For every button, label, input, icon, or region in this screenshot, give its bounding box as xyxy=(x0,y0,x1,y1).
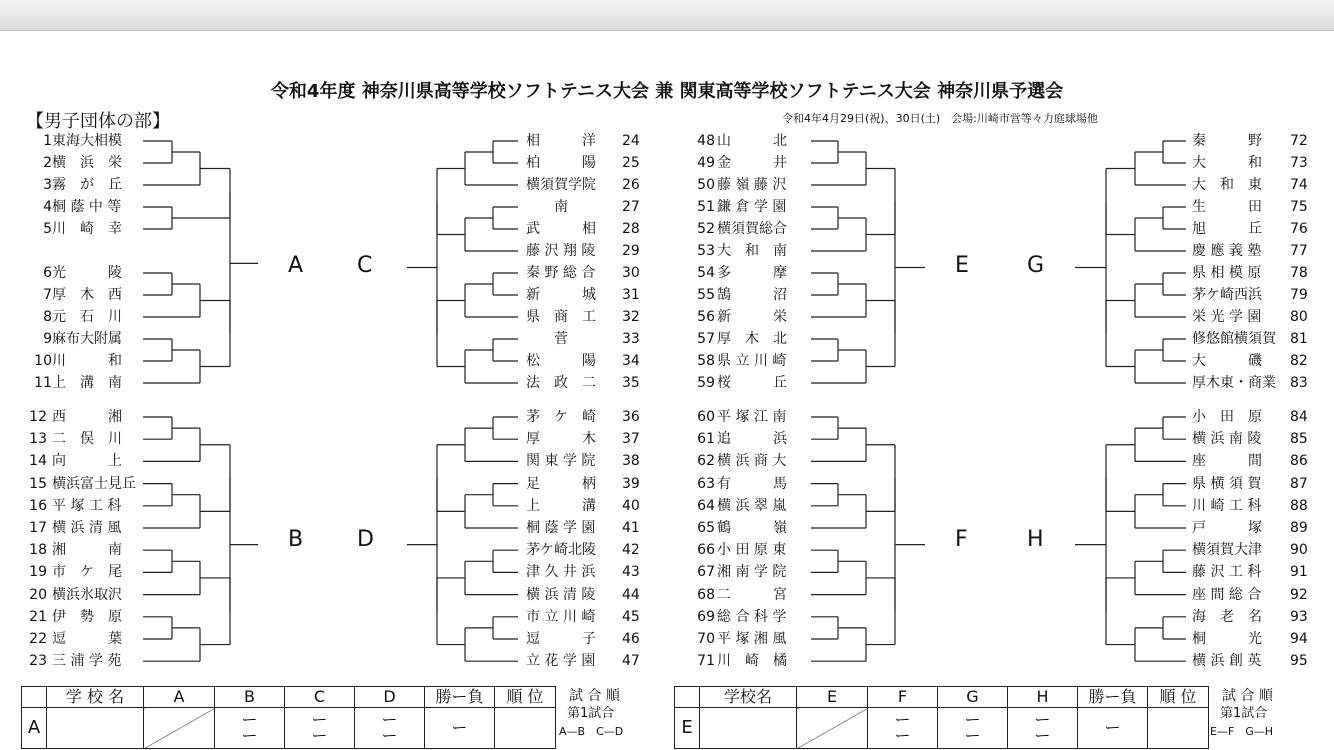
team-number: 13 xyxy=(29,431,47,448)
team-number: 4 xyxy=(43,199,52,215)
date-venue: 令和4年4月29日(祝)、30日(土) 会場:川崎市営等々力庭球場他 xyxy=(782,112,1098,125)
team-name: 新 城 xyxy=(526,287,596,303)
team-number: 11 xyxy=(34,375,52,391)
team-number: 73 xyxy=(1290,155,1308,171)
team-number: 88 xyxy=(1290,497,1308,514)
team-name: 横 浜 翠 嵐 xyxy=(717,497,787,514)
team-name: 菅 xyxy=(526,331,596,347)
team-number: 62 xyxy=(697,453,715,470)
team-name: 小 田 原 xyxy=(1192,409,1262,425)
team-name: 横 浜 清 陵 xyxy=(526,586,596,603)
team-name: 大 和 xyxy=(1192,155,1262,171)
team-name: 県 立 川 崎 xyxy=(717,353,787,369)
league-table-efgh xyxy=(674,686,1209,749)
team-name: 大 磯 xyxy=(1192,353,1262,369)
team-number: 28 xyxy=(622,221,640,237)
team-name: 麻布大附属 xyxy=(52,331,122,347)
team-number: 80 xyxy=(1290,309,1308,325)
team-name: 川 和 xyxy=(52,353,122,369)
header-rank: 順 位 xyxy=(495,687,556,708)
score-cell-h: ー ー xyxy=(1008,708,1078,749)
team-name: 厚木東・商業 xyxy=(1192,375,1276,391)
team-number: 38 xyxy=(622,453,640,470)
team-number: 61 xyxy=(697,431,715,448)
team-number: 32 xyxy=(622,309,640,325)
team-name: 鵠 沼 xyxy=(717,287,787,303)
team-name: 東海大相模 xyxy=(52,133,122,149)
team-name: 横 浜 清 風 xyxy=(52,520,122,536)
team-number: 33 xyxy=(622,331,640,347)
team-name: 横須賀学院 xyxy=(526,177,596,193)
team-name: 横 浜 商 大 xyxy=(717,453,787,470)
team-name: 武 相 xyxy=(526,221,596,237)
team-number: 18 xyxy=(29,542,47,559)
team-number: 10 xyxy=(34,353,52,369)
corner-cell xyxy=(22,687,47,708)
team-number: 68 xyxy=(697,586,715,603)
group-label-b: B xyxy=(288,527,304,552)
team-number: 65 xyxy=(697,520,715,536)
team-name: 平 塚 工 科 xyxy=(52,497,122,514)
team-name: 秦 野 総 合 xyxy=(526,265,596,281)
team-name: 有 馬 xyxy=(717,475,787,492)
team-number: 40 xyxy=(622,497,640,514)
team-name: 総 合 科 学 xyxy=(717,608,787,625)
team-number: 34 xyxy=(622,353,640,369)
header-d: D xyxy=(355,687,425,708)
team-number: 86 xyxy=(1290,453,1308,470)
match-order-pairs: E—F G—H xyxy=(1210,725,1274,738)
team-name: 松 陽 xyxy=(526,353,596,369)
team-number: 94 xyxy=(1290,631,1308,647)
team-name: 戸 塚 xyxy=(1192,520,1262,536)
team-number: 36 xyxy=(622,409,640,425)
team-name: 大 和 南 xyxy=(717,243,787,259)
team-number: 75 xyxy=(1290,199,1308,215)
header-c: C xyxy=(285,687,355,708)
team-name: 桐 蔭 中 等 xyxy=(52,199,122,215)
team-number: 47 xyxy=(622,653,640,670)
match-order-title: 試 合 順 xyxy=(569,688,620,704)
header-win-loss: 勝ー負 xyxy=(425,687,495,708)
team-number: 3 xyxy=(43,177,52,193)
team-name: 湘 南 学 院 xyxy=(717,564,787,581)
team-name: 横 浜 創 英 xyxy=(1192,653,1262,670)
team-number: 49 xyxy=(697,155,715,171)
rank-cell xyxy=(1148,708,1209,749)
team-name: 桜 丘 xyxy=(717,375,787,391)
team-number: 44 xyxy=(622,586,640,603)
team-name: 新 栄 xyxy=(717,309,787,325)
diagonal-cell xyxy=(144,708,215,749)
team-name: 座 間 総 合 xyxy=(1192,586,1262,603)
team-name: 横須賀大津 xyxy=(1192,542,1262,559)
team-number: 45 xyxy=(622,608,640,625)
team-name: 多 摩 xyxy=(717,265,787,281)
header-rank: 順 位 xyxy=(1148,687,1209,708)
team-number: 74 xyxy=(1290,177,1308,193)
team-name: 県 商 工 xyxy=(526,309,596,325)
team-number: 76 xyxy=(1290,221,1308,237)
team-number: 31 xyxy=(622,287,640,303)
team-number: 82 xyxy=(1290,353,1308,369)
team-number: 8 xyxy=(43,309,52,325)
team-number: 78 xyxy=(1290,265,1308,281)
match-order-round: 第1試合 xyxy=(567,706,615,721)
team-name: 鶴 嶺 xyxy=(717,520,787,536)
team-number: 83 xyxy=(1290,375,1308,391)
team-name: 法 政 二 xyxy=(526,375,596,391)
team-name: 藤 沢 翔 陵 xyxy=(526,243,596,259)
team-name: 南 xyxy=(526,199,596,215)
team-number: 89 xyxy=(1290,520,1308,536)
team-name: 西 湘 xyxy=(52,409,122,425)
team-name: 市 立 川 崎 xyxy=(526,608,596,625)
team-number: 27 xyxy=(622,199,640,215)
team-name: 平 塚 江 南 xyxy=(717,409,787,425)
header-e: E xyxy=(797,687,868,708)
team-name: 慶 應 義 塾 xyxy=(1192,243,1262,259)
team-name: 厚 木 西 xyxy=(52,287,122,303)
team-number: 60 xyxy=(697,409,715,425)
team-number: 53 xyxy=(697,243,715,259)
team-name: 伊 勢 原 xyxy=(52,608,122,625)
header-h: H xyxy=(1008,687,1078,708)
win-loss-cell: ー xyxy=(1078,708,1148,749)
header-win-loss: 勝ー負 xyxy=(1078,687,1148,708)
team-name: 足 柄 xyxy=(526,475,596,492)
team-number: 16 xyxy=(29,497,47,514)
team-name: 大 和 東 xyxy=(1192,177,1262,193)
team-name: 茅ケ崎北陵 xyxy=(526,542,596,559)
team-name: 横浜氷取沢 xyxy=(52,586,122,603)
team-name: 川 崎 幸 xyxy=(52,221,122,237)
match-order-round: 第1試合 xyxy=(1220,706,1268,721)
team-number: 54 xyxy=(697,265,715,281)
team-number: 23 xyxy=(29,653,47,670)
team-name: 鎌 倉 学 園 xyxy=(717,199,787,215)
team-number: 67 xyxy=(697,564,715,581)
corner-cell xyxy=(675,687,700,708)
team-name: 霧 が 丘 xyxy=(52,177,122,193)
team-name: 相 洋 xyxy=(526,133,596,149)
team-number: 25 xyxy=(622,155,640,171)
team-number: 5 xyxy=(43,221,52,237)
team-number: 17 xyxy=(29,520,47,536)
team-name: 元 石 川 xyxy=(52,309,122,325)
team-number: 26 xyxy=(622,177,640,193)
match-order-title: 試 合 順 xyxy=(1222,688,1273,704)
team-name: 桐 光 xyxy=(1192,631,1262,647)
team-number: 9 xyxy=(43,331,52,347)
team-number: 70 xyxy=(697,631,715,647)
team-number: 71 xyxy=(697,653,715,670)
group-label-a: A xyxy=(288,253,304,278)
team-name: 上 溝 xyxy=(526,497,596,514)
team-number: 30 xyxy=(622,265,640,281)
team-number: 69 xyxy=(697,608,715,625)
header-g: G xyxy=(938,687,1008,708)
team-name: 秦 野 xyxy=(1192,133,1262,149)
team-name: 三 浦 学 苑 xyxy=(52,653,122,670)
team-number: 72 xyxy=(1290,133,1308,149)
team-number: 77 xyxy=(1290,243,1308,259)
team-number: 56 xyxy=(697,309,715,325)
match-order-right xyxy=(1210,687,1274,741)
team-number: 91 xyxy=(1290,564,1308,581)
team-name: 横 浜 栄 xyxy=(52,155,122,171)
team-number: 2 xyxy=(43,155,52,171)
team-number: 1 xyxy=(43,133,52,149)
team-number: 48 xyxy=(697,133,715,149)
team-number: 50 xyxy=(697,177,715,193)
match-order-left xyxy=(559,687,624,741)
score-cell-c: ー ー xyxy=(285,708,355,749)
team-number: 41 xyxy=(622,520,640,536)
team-name: 横須賀総合 xyxy=(717,221,787,237)
team-number: 85 xyxy=(1290,431,1308,448)
team-number: 43 xyxy=(622,564,640,581)
school-cell xyxy=(700,708,797,749)
team-name: 関 東 学 院 xyxy=(526,453,596,470)
team-number: 39 xyxy=(622,475,640,492)
team-name: 平 塚 湘 風 xyxy=(717,631,787,647)
team-name: 逗 葉 xyxy=(52,631,122,647)
group-label-h: H xyxy=(1027,527,1044,552)
school-cell xyxy=(47,708,144,749)
team-number: 51 xyxy=(697,199,715,215)
header-f: F xyxy=(868,687,938,708)
team-number: 12 xyxy=(29,409,47,425)
team-number: 19 xyxy=(29,564,47,581)
team-number: 81 xyxy=(1290,331,1308,347)
team-number: 52 xyxy=(697,221,715,237)
team-name: 市 ケ 尾 xyxy=(52,564,122,581)
team-number: 37 xyxy=(622,431,640,448)
team-name: 県 横 須 賀 xyxy=(1192,475,1262,492)
team-name: 厚 木 xyxy=(526,431,596,448)
team-number: 22 xyxy=(29,631,47,647)
team-number: 14 xyxy=(29,453,47,470)
team-name: 川 崎 橘 xyxy=(717,653,787,670)
team-number: 24 xyxy=(622,133,640,149)
team-number: 29 xyxy=(622,243,640,259)
team-name: 旭 丘 xyxy=(1192,221,1262,237)
team-name: 追 浜 xyxy=(717,431,787,448)
score-cell-g: ー ー xyxy=(938,708,1008,749)
team-number: 42 xyxy=(622,542,640,559)
team-number: 55 xyxy=(697,287,715,303)
team-name: 二 宮 xyxy=(717,586,787,603)
team-number: 35 xyxy=(622,375,640,391)
group-label-c: C xyxy=(357,253,373,278)
team-name: 藤 沢 工 科 xyxy=(1192,564,1262,581)
group-label-f: F xyxy=(955,527,968,552)
team-number: 66 xyxy=(697,542,715,559)
team-name: 桐 蔭 学 園 xyxy=(526,520,596,536)
win-loss-cell: ー xyxy=(425,708,495,749)
team-number: 87 xyxy=(1290,475,1308,492)
team-number: 20 xyxy=(29,586,47,603)
team-name: 逗 子 xyxy=(526,631,596,647)
section-heading: 【男子団体の部】 xyxy=(26,111,170,132)
team-name: 柏 陽 xyxy=(526,155,596,171)
team-name: 藤 嶺 藤 沢 xyxy=(717,177,787,193)
team-number: 59 xyxy=(697,375,715,391)
score-cell-f: ー ー xyxy=(868,708,938,749)
team-name: 横 浜 南 陵 xyxy=(1192,431,1262,448)
team-name: 二 俣 川 xyxy=(52,431,122,448)
team-name: 海 老 名 xyxy=(1192,608,1262,625)
team-number: 15 xyxy=(29,475,47,492)
team-number: 58 xyxy=(697,353,715,369)
header-b: B xyxy=(215,687,285,708)
score-cell-d: ー ー xyxy=(355,708,425,749)
row-label: A xyxy=(22,708,47,749)
match-order-pairs: A—B C—D xyxy=(559,725,624,738)
team-name: 厚 木 北 xyxy=(717,331,787,347)
league-table-abcd xyxy=(21,686,556,749)
team-name: 湘 南 xyxy=(52,542,122,559)
team-number: 84 xyxy=(1290,409,1308,425)
team-number: 7 xyxy=(43,287,52,303)
team-name: 座 間 xyxy=(1192,453,1262,470)
team-name: 茅 ケ 崎 xyxy=(526,409,596,425)
document-title: 令和4年度 神奈川県高等学校ソフトテニス大会 兼 関東高等学校ソフトテニス大会 神奈川県予選会 xyxy=(270,81,1064,102)
team-name: 栄 光 学 園 xyxy=(1192,309,1262,325)
team-name: 向 上 xyxy=(52,453,122,470)
team-name: 県 相 模 原 xyxy=(1192,265,1262,281)
group-label-d: D xyxy=(357,527,374,552)
group-label-g: G xyxy=(1027,253,1045,278)
score-cell-b: ー ー xyxy=(215,708,285,749)
rank-cell xyxy=(495,708,556,749)
team-name: 横浜富士見丘 xyxy=(52,475,136,492)
team-number: 64 xyxy=(697,497,715,514)
diagonal-cell xyxy=(797,708,868,749)
team-name: 川 崎 工 科 xyxy=(1192,497,1262,514)
team-name: 生 田 xyxy=(1192,199,1262,215)
team-name: 金 井 xyxy=(717,155,787,171)
team-number: 90 xyxy=(1290,542,1308,559)
header-school: 学 校 名 xyxy=(47,687,144,708)
group-label-e: E xyxy=(955,253,969,278)
header-a: A xyxy=(144,687,215,708)
team-number: 93 xyxy=(1290,608,1308,625)
team-number: 63 xyxy=(697,475,715,492)
team-name: 茅ケ崎西浜 xyxy=(1192,287,1262,303)
team-number: 79 xyxy=(1290,287,1308,303)
team-number: 6 xyxy=(43,265,52,281)
team-number: 95 xyxy=(1290,653,1308,670)
team-name: 山 北 xyxy=(717,133,787,149)
team-number: 46 xyxy=(622,631,640,647)
team-name: 立 花 学 園 xyxy=(526,653,596,670)
team-name: 小 田 原 東 xyxy=(717,542,787,559)
header-school: 学校名 xyxy=(700,687,797,708)
team-number: 21 xyxy=(29,608,47,625)
team-number: 57 xyxy=(697,331,715,347)
team-name: 光 陵 xyxy=(52,265,122,281)
team-name: 修悠館横須賀 xyxy=(1192,331,1276,347)
team-name: 上 溝 南 xyxy=(52,375,122,391)
team-name: 津 久 井 浜 xyxy=(526,564,596,581)
team-number: 92 xyxy=(1290,586,1308,603)
row-label: E xyxy=(675,708,700,749)
